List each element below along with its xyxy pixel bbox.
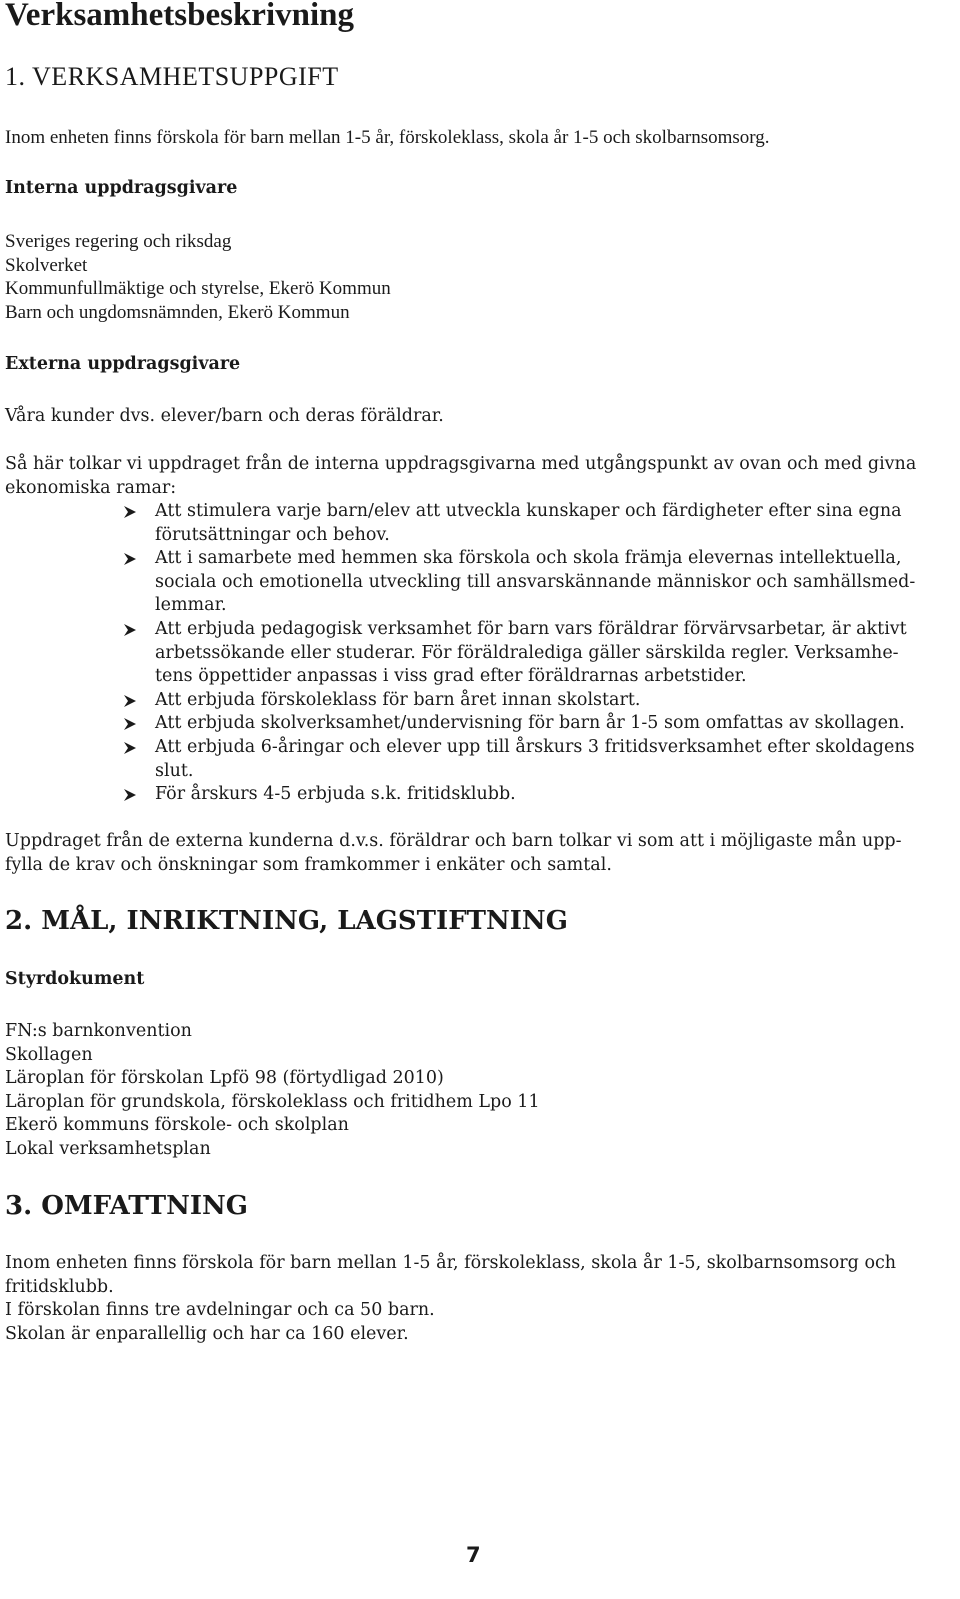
arrowhead-bullet-icon xyxy=(122,740,138,756)
arrowhead-bullet-icon xyxy=(122,622,138,638)
list-item: Att erbjuda förskoleklass för barn året innan skolstart. xyxy=(5,689,950,713)
list-item: Att erbjuda pedagogisk verksamhet för barn vars föräldrar förvärvsarbetar, är aktivt arbetssökande eller studerar. För föräldralediga gäller särskilda regler. Verksamhe- tens öppettider anpassas i viss grad efter föräldrarnas arbetstider. xyxy=(5,618,950,689)
section-3-paragraph xyxy=(5,1252,950,1346)
arrowhead-bullet-icon xyxy=(122,551,138,567)
list-item: Att stimulera varje barn/elev att utveckla kunskaper och färdigheter efter sina egna förutsättningar och behov. xyxy=(5,500,950,547)
page-number: 7 xyxy=(466,1543,481,1567)
section-3-line: Skolan är enparallellig och har ca 160 elever. xyxy=(5,1323,409,1344)
list-item: Att erbjuda skolverksamhet/undervisning för barn år 1-5 som omfattas av skollagen. xyxy=(5,712,950,736)
section-2-heading: 2. MÅL, INRIKTNING, LAGSTIFTNING xyxy=(5,906,568,936)
mission-bullet-list xyxy=(5,500,950,807)
steering-document-item: Läroplan för förskolan Lpfö 98 (förtydligad 2010) xyxy=(5,1068,444,1089)
interpretation-line: ekonomiska ramar: xyxy=(5,477,177,498)
steering-document-item: FN:s barnkonvention xyxy=(5,1021,192,1041)
arrowhead-bullet-icon xyxy=(122,504,138,520)
internal-client-item: Kommunfullmäktige och styrelse, Ekerö Kommun xyxy=(5,278,391,300)
steering-documents-heading: Styrdokument xyxy=(5,969,145,989)
external-clients-text: Våra kunder dvs. elever/barn och deras föräldrar. xyxy=(5,406,444,426)
steering-document-item: Lokal verksamhetsplan xyxy=(5,1138,211,1159)
arrowhead-bullet-icon xyxy=(122,787,138,803)
steering-documents-list xyxy=(5,1020,950,1162)
list-item: För årskurs 4-5 erbjuda s.k. fritidsklubb. xyxy=(5,783,950,807)
arrowhead-bullet-icon xyxy=(122,716,138,732)
internal-client-item: Barn och ungdomsnämnden, Ekerö Kommun xyxy=(5,301,350,323)
section-3-line: I förskolan finns tre avdelningar och ca 50 barn. xyxy=(5,1300,435,1321)
interpretation-paragraph xyxy=(5,453,950,500)
section-3-heading: 3. OMFATTNING xyxy=(5,1191,248,1221)
list-item: Att erbjuda 6-åringar och elever upp till årskurs 3 fritidsverksamhet efter skoldagens slut. xyxy=(5,736,950,783)
interpretation-line: Så här tolkar vi uppdraget från de interna uppdragsgivarna med utgångspunkt av ovan och med givna xyxy=(5,454,917,474)
section-3-line: Inom enheten finns förskola för barn mellan 1-5 år, förskoleklass, skola år 1-5, skolbarnsomsorg och xyxy=(5,1253,897,1273)
section-3-line: fritidsklubb. xyxy=(5,1276,114,1297)
steering-document-item: Skollagen xyxy=(5,1044,93,1065)
steering-document-item: Läroplan för grundskola, förskoleklass och fritidhem Lpo 11 xyxy=(5,1091,540,1112)
section-1-heading: 1. VERKSAMHETSUPPGIFT xyxy=(5,62,339,91)
steering-document-item: Ekerö kommuns förskole- och skolplan xyxy=(5,1115,349,1136)
section-1-intro: Inom enheten finns förskola för barn mellan 1-5 år, förskoleklass, skola år 1-5 och skolbarnsomsorg. xyxy=(5,127,770,148)
external-interpretation-line: fylla de krav och önskningar som framkommer i enkäter och samtal. xyxy=(5,854,612,875)
external-interpretation-paragraph xyxy=(5,830,950,877)
internal-clients-list xyxy=(5,230,950,324)
list-item: Att i samarbete med hemmen ska förskola och skola främja elevernas intellektuella, sociala och emotionella utveckling till ansvarskännande människor och samhällsmed- lemmar. xyxy=(5,547,950,618)
internal-client-item: Skolverket xyxy=(5,254,88,276)
internal-clients-heading: Interna uppdragsgivare xyxy=(5,178,238,198)
arrowhead-bullet-icon xyxy=(122,693,138,709)
external-interpretation-line: Uppdraget från de externa kunderna d.v.s. föräldrar och barn tolkar vi som att i möjligaste mån upp- xyxy=(5,831,902,851)
document-title: Verksamhetsbeskrivning xyxy=(5,0,354,33)
internal-client-item: Sveriges regering och riksdag xyxy=(5,231,232,252)
external-clients-heading: Externa uppdragsgivare xyxy=(5,354,241,374)
